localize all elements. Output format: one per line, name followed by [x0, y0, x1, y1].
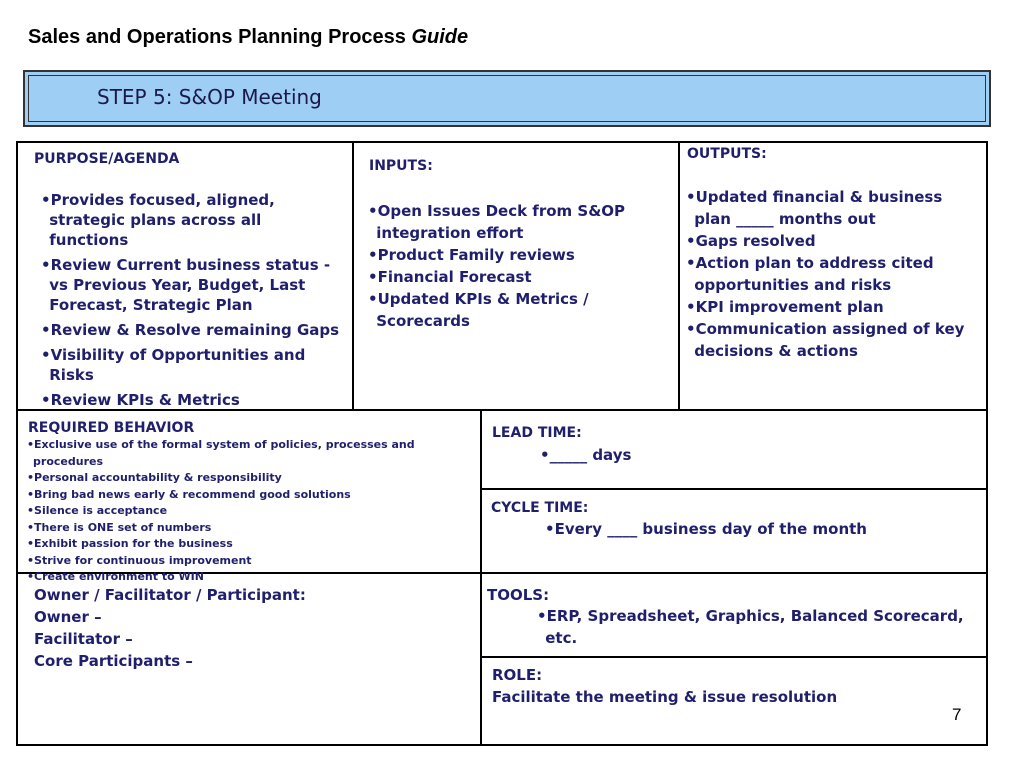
- input-item: • Open Issues Deck from S&OP integration effort: [368, 200, 668, 244]
- step-banner: [23, 70, 991, 127]
- behavior-heading: REQUIRED BEHAVIOR: [28, 420, 195, 436]
- core-participants-label: Core Participants –: [34, 652, 193, 670]
- input-item: • Updated KPIs & Metrics / Scorecards: [368, 288, 668, 332]
- page-number: 7: [952, 705, 962, 724]
- facilitator-label: Facilitator –: [34, 630, 133, 648]
- purpose-heading: PURPOSE/AGENDA: [34, 151, 180, 167]
- behavior-item: • Exhibit passion for the business: [27, 536, 477, 553]
- cycle-time-list: [545, 518, 867, 540]
- cycle-time-heading: CYCLE TIME:: [491, 500, 589, 516]
- inputs-heading: INPUTS:: [369, 158, 433, 174]
- owner-block: [34, 584, 464, 672]
- page-title: [28, 26, 468, 49]
- input-item: • Financial Forecast: [368, 266, 668, 288]
- output-item: • Action plan to address cited opportunities and risks: [686, 252, 976, 296]
- purpose-list: [41, 190, 341, 410]
- purpose-item: • Review & Resolve remaining Gaps: [41, 320, 341, 340]
- role-value: Facilitate the meeting & issue resolution: [492, 688, 838, 706]
- outputs-list: [686, 186, 976, 362]
- behavior-item: • Exclusive use of the formal system of policies, processes and procedures: [27, 437, 477, 470]
- title-main: Sales and Operations Planning Process: [28, 26, 412, 48]
- behavior-item: • Create environment to WIN: [27, 569, 477, 586]
- purpose-item: • Review Current business status - vs Previous Year, Budget, Last Forecast, Strategic Plan: [41, 255, 341, 315]
- tools-list: [537, 605, 977, 649]
- behavior-item: • Personal accountability & responsibility: [27, 470, 477, 487]
- behavior-item: • Bring bad news early & recommend good solutions: [27, 487, 477, 504]
- role-block: [492, 664, 972, 708]
- owner-heading: Owner / Facilitator / Participant:: [34, 586, 306, 604]
- owner-label: Owner –: [34, 608, 102, 626]
- purpose-item: • Visibility of Opportunities and Risks: [41, 345, 341, 385]
- input-item: • Product Family reviews: [368, 244, 668, 266]
- tools-heading: TOOLS:: [487, 586, 550, 604]
- cycle-time-value: • Every ____ business day of the month: [545, 518, 867, 540]
- behavior-list: [27, 437, 477, 586]
- title-guide: Guide: [411, 26, 469, 48]
- output-item: • Updated financial & business plan _____ months out: [686, 186, 976, 230]
- output-item: • Gaps resolved: [686, 230, 976, 252]
- lead-time-list: [540, 444, 631, 466]
- role-heading: ROLE:: [492, 666, 543, 684]
- behavior-item: • There is ONE set of numbers: [27, 520, 477, 537]
- lead-time-heading: LEAD TIME:: [492, 425, 582, 441]
- step-title: STEP 5: S&OP Meeting: [97, 85, 322, 109]
- behavior-item: • Silence is acceptance: [27, 503, 477, 520]
- tools-value: • ERP, Spreadsheet, Graphics, Balanced Scorecard, etc.: [537, 605, 977, 649]
- inputs-list: [368, 200, 668, 332]
- lead-time-value: • _____ days: [540, 444, 631, 466]
- purpose-item: • Review KPIs & Metrics: [41, 390, 341, 410]
- purpose-item: • Provides focused, aligned, strategic plans across all functions: [41, 190, 341, 250]
- output-item: • KPI improvement plan: [686, 296, 976, 318]
- outputs-heading: OUTPUTS:: [687, 146, 767, 162]
- behavior-item: • Strive for continuous improvement: [27, 553, 477, 570]
- output-item: • Communication assigned of key decisions & actions: [686, 318, 976, 362]
